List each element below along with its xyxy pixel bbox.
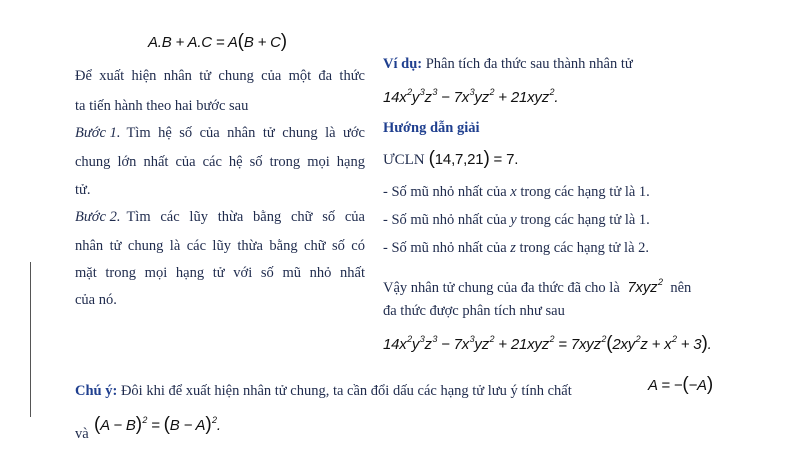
note-label: Chú ý: (75, 383, 118, 399)
example-label: Ví dụ: (383, 56, 423, 72)
step1-line3: tử. (75, 182, 91, 198)
ucln-line (383, 148, 518, 170)
step1-text: Tìm hệ số của nhân tử chung là ước (126, 125, 365, 141)
step2-line2: nhân tử chung là các lũy thừa bằng chữ số có (75, 238, 365, 254)
left-p1-line2: ta tiến hành theo hai bước sau (75, 98, 249, 114)
left-p1-line1: Để xuất hiện nhân tử chung của một đa thức (75, 68, 365, 84)
bullet-y: - Số mũ nhỏ nhất của y trong các hạng tử là 1. (383, 212, 650, 228)
factored-result: $14x^2y^3z^3 - 7x^3yz^2 + 21xyz^2 = 7xyz^2(2xy^2z + x^2 + 3)$. (383, 333, 712, 354)
bullet-x: - Số mũ nhỏ nhất của x trong các hạng tử là 1. (383, 184, 650, 200)
step2-line1 (75, 208, 365, 226)
note-line1 (75, 382, 572, 400)
conclusion-text: Vậy nhân tử chung của đa thức đã cho là (383, 280, 620, 296)
ucln-expression: (14,7,21) = 7. (428, 148, 519, 169)
note-text: Đôi khi để xuất hiện nhân tử chung, ta cần đổi dấu các hạng tử lưu ý tính chất (120, 383, 572, 399)
note-formula2: $(A - B)^2 = (B - A)^2$. (94, 414, 221, 435)
margin-rule (30, 262, 31, 417)
step2-label: Bước 2. (75, 209, 121, 225)
ucln-label: ƯCLN (383, 152, 425, 168)
step2-line3: mặt trong mọi hạng tử với số mũ nhỏ nhất (75, 265, 365, 281)
step2-line4: của nó. (75, 292, 117, 308)
example-line (383, 55, 633, 73)
conclusion-tail: nên (670, 280, 692, 296)
example-text: Phân tích đa thức sau thành nhân tử (425, 56, 633, 72)
note-formula1: A = −(−A) (648, 374, 713, 395)
note-and: và (75, 426, 89, 442)
bullet-z: - Số mũ nhỏ nhất của z trong các hạng tử là 2. (383, 240, 649, 256)
conclusion-line2: đa thức được phân tích như sau (383, 303, 565, 319)
guide-title: Hướng dẫn giải (383, 120, 480, 136)
distributive-formula: A.B + A.C = A(B + C) (148, 31, 287, 52)
conclusion-line1 (383, 273, 691, 297)
common-factor: 7xyz$^2$ (627, 277, 663, 296)
step2-text: Tìm các lũy thừa bằng chữ số của (126, 209, 365, 225)
step1-line2: chung lớn nhất của các hệ số trong mọi hạng (75, 154, 365, 170)
example-polynomial: $14x^2y^3z^3 - 7x^3yz^2 + 21xyz^2$. (383, 87, 559, 106)
step1-label: Bước 1. (75, 125, 121, 141)
step1-line1 (75, 124, 365, 142)
